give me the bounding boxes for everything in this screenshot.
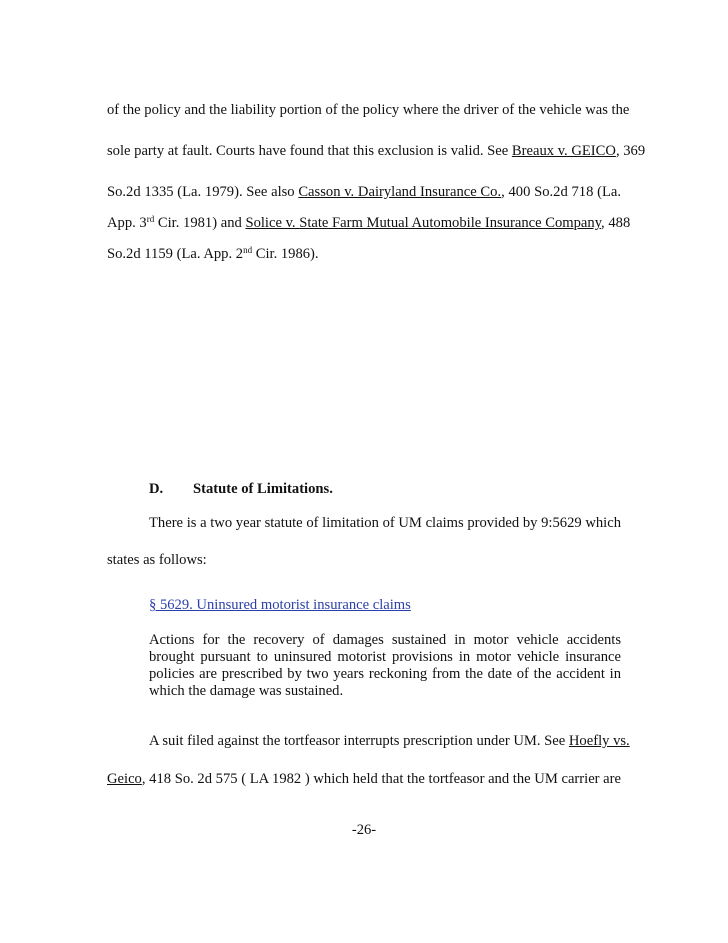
body-text: , 400 So.2d 718 (La.	[501, 184, 621, 200]
case-citation: Breaux v. GEICO	[511, 143, 616, 159]
case-citation: Geico	[107, 771, 142, 787]
page-number: -26-	[351, 822, 377, 838]
body-text: Cir. 1981) and	[154, 215, 246, 231]
statute-heading-line	[149, 596, 621, 614]
ordinal-suffix: nd	[243, 245, 253, 255]
body-text: sole party at fault. Courts have found that this exclusion is valid. See	[107, 143, 512, 159]
body-text: So.2d 1159 (La. App. 2	[107, 246, 244, 262]
case-citation: Casson v. Dairyland Insurance Co.	[298, 184, 502, 200]
body-line	[107, 142, 646, 160]
ordinal-suffix: rd	[146, 214, 155, 224]
body-line	[107, 245, 621, 263]
statute-link[interactable]: § 5629. Uninsured motorist insurance claims	[149, 597, 411, 613]
body-text: There is a two year statute of limitation of UM claims provided by 9:5629 which	[149, 515, 621, 531]
body-text: , 488	[601, 215, 631, 231]
body-line	[107, 101, 630, 119]
body-text: states as follows:	[107, 552, 207, 568]
statute-quote: Actions for the recovery of damages sustained in motor vehicle accidents brought pursuant to uninsured motorist provisions in motor vehicle insurance policies are prescribed by two years reckoning from the date of the accident in which the damage was sustained.	[149, 632, 621, 699]
body-text: A suit filed against the tortfeasor interrupts prescription under UM. See	[149, 733, 569, 749]
section-letter: D.	[149, 481, 164, 497]
body-text: of the policy and the liability portion of the policy where the driver of the vehicle was the	[107, 102, 630, 118]
body-line	[107, 214, 631, 232]
section-title: Statute of Limitations.	[193, 481, 333, 497]
body-line	[107, 183, 621, 201]
body-text: So.2d 1335 (La. 1979). See also	[107, 184, 299, 200]
body-text: App. 3	[107, 215, 147, 231]
case-citation: Solice v. State Farm Mutual Automobile Insurance Company	[245, 215, 602, 231]
body-line	[149, 514, 621, 532]
section-heading	[149, 481, 333, 498]
body-line	[107, 770, 621, 788]
body-text: , 418 So. 2d 575 ( LA 1982 ) which held that the tortfeasor and the UM carrier are	[141, 771, 621, 787]
body-line	[107, 551, 621, 569]
body-line	[149, 732, 630, 750]
body-text: , 369	[615, 143, 646, 159]
case-citation: Hoefly vs.	[568, 733, 630, 749]
body-text: Cir. 1986).	[252, 246, 319, 262]
